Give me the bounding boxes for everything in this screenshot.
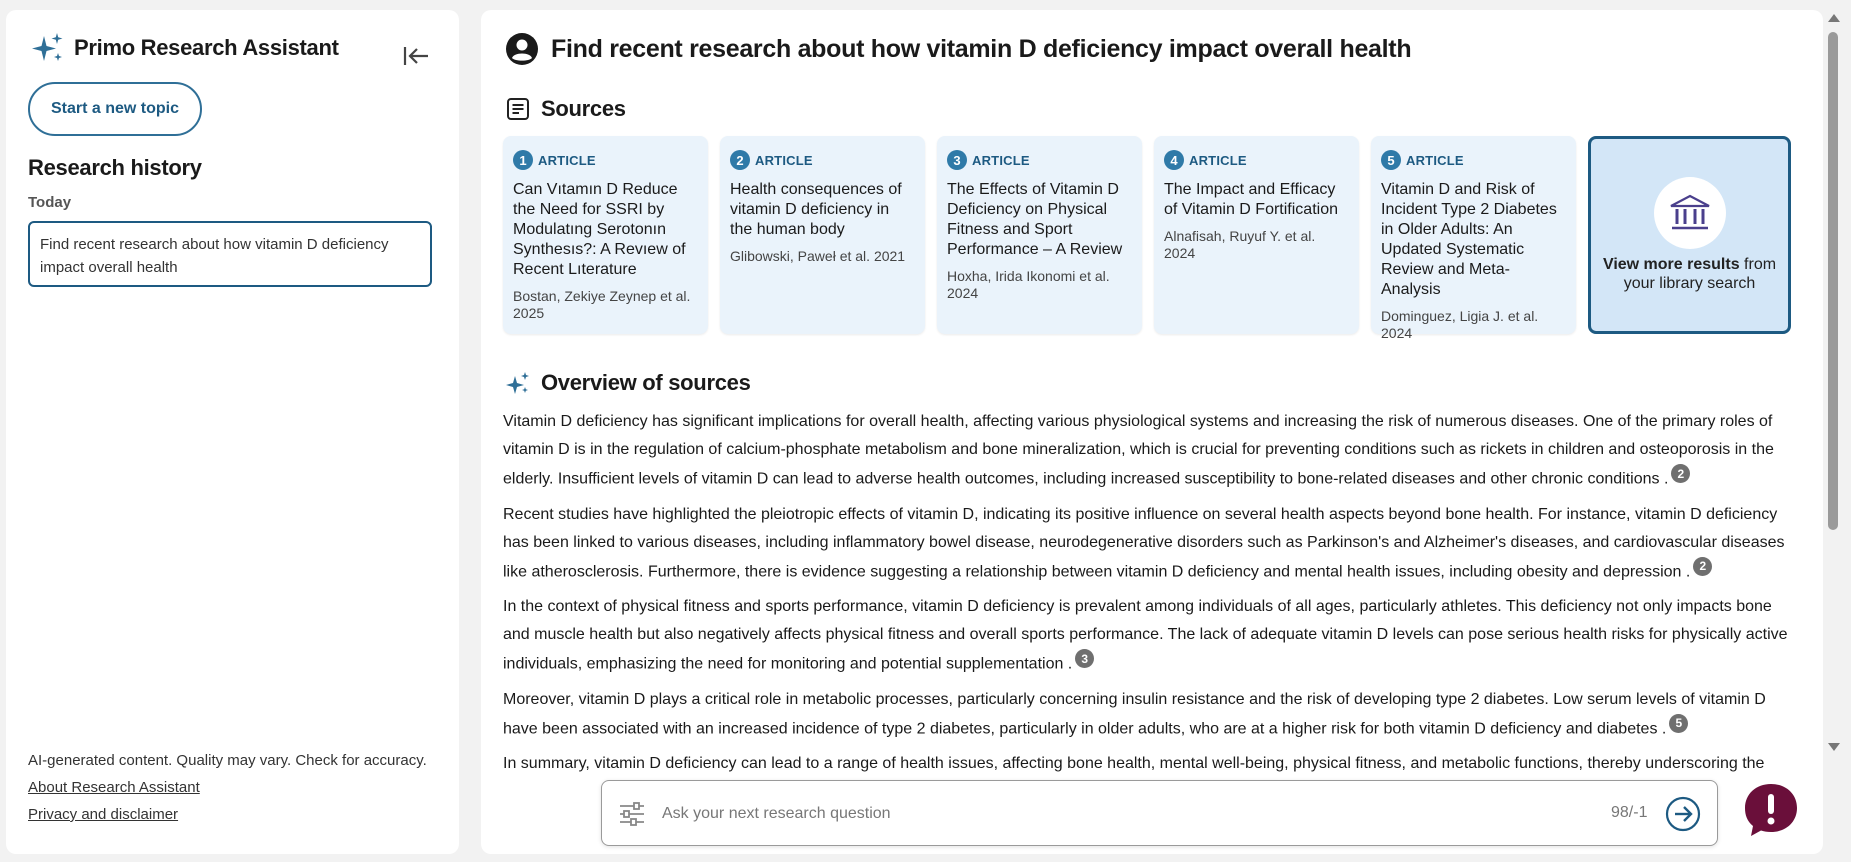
source-title: Health consequences of vitamin D deficiency in the human body	[730, 181, 902, 238]
scroll-thumb[interactable]	[1828, 32, 1838, 530]
user-circle-icon	[505, 32, 539, 66]
brand-title: Primo Research Assistant	[74, 35, 339, 60]
about-research-assistant-link[interactable]: About Research Assistant	[28, 779, 200, 796]
sparkle-icon	[505, 370, 531, 396]
source-title: Vitamin D and Risk of Incident Type 2 Diabetes in Older Adults: An Updated Systematic Review and Meta-Analysis	[1381, 181, 1557, 298]
source-authors: Alnafisah, Ruyuf Y. et al. 2024	[1164, 228, 1316, 261]
character-counter: 98/-1	[1611, 804, 1648, 821]
citation-badge[interactable]: 2	[1671, 464, 1690, 483]
collapse-sidebar-button[interactable]	[396, 36, 436, 76]
paragraph-text: Moreover, vitamin D plays a critical role in metabolic processes, particularly concerning insulin resistance and the risk of developing type 2 diabetes. Low serum levels of vitamin D have been associated with an increased incidence of type 2 diabetes, particularly in older adults, who are at a higher risk for both vitamin D deficiency and diabetes .	[503, 690, 1766, 737]
overview-paragraph	[503, 750, 1793, 778]
source-authors: Hoxha, Irida Ikonomi et al. 2024	[947, 268, 1110, 301]
source-title: The Impact and Efficacy of Vitamin D Fortification	[1164, 181, 1338, 218]
view-more-results-label: View more results	[1602, 256, 1740, 273]
paragraph-text: Vitamin D deficiency has significant implications for overall health, affecting various physiological systems and increasing the risk of numerous diseases. One of the primary roles of vitamin D is in the regulation of calcium-phosphate metabolism and bone mineralization, which is crucial for preventing conditions such as rickets in children and osteoporosis in the elderly. Insufficient levels of vitamin D can lead to adverse health outcomes, including increased susceptibility to bone-related diseases and other chronic conditions .	[503, 413, 1774, 488]
overview-paragraph	[503, 593, 1793, 679]
overview-paragraph	[503, 408, 1793, 494]
citation-badge[interactable]: 2	[1693, 557, 1712, 576]
source-card[interactable]	[503, 136, 708, 334]
history-item[interactable]: Find recent research about how vitamin D deficiency impact overall health	[28, 221, 432, 287]
source-badge	[513, 150, 698, 170]
source-authors: Bostan, Zekiye Zeynep et al. 2025	[513, 288, 691, 321]
sidebar	[6, 10, 459, 854]
source-title: The Effects of Vitamin D Deficiency on Physical Fitness and Sport Performance – A Review	[947, 181, 1123, 258]
history-group-label: Today	[28, 194, 72, 211]
ask-question-bar	[601, 780, 1718, 846]
collapse-sidebar-icon	[402, 44, 430, 68]
source-type: ARTICLE	[1406, 152, 1464, 168]
overview-header	[505, 370, 751, 396]
source-title: Can Vıtamın D Reduce the Need for SSRI by Modulatıng Serotonın Synthesıs?: A Revıew of Recent Lıterature	[513, 181, 686, 278]
citation-badge[interactable]: 3	[1075, 649, 1094, 668]
start-new-topic-button[interactable]: Start a new topic	[28, 82, 202, 136]
privacy-disclaimer-link[interactable]: Privacy and disclaimer	[28, 806, 179, 823]
library-building-icon	[1668, 193, 1712, 233]
source-card[interactable]	[720, 136, 925, 334]
source-badge	[1381, 150, 1566, 170]
send-arrow-icon[interactable]	[1665, 796, 1701, 832]
overview-text	[503, 408, 1793, 785]
question-title: Find recent research about how vitamin D deficiency impact overall health	[551, 34, 1412, 63]
research-question-input[interactable]	[662, 799, 1562, 829]
document-icon	[505, 96, 531, 122]
overview-paragraph	[503, 501, 1793, 587]
source-card[interactable]	[1371, 136, 1576, 341]
source-badge	[1164, 150, 1349, 170]
source-badge	[730, 150, 915, 170]
ai-disclaimer: AI-generated content. Quality may vary. Check for accuracy.	[28, 752, 427, 769]
source-authors: Dominguez, Ligia J. et al. 2024	[1381, 308, 1539, 341]
sparkle-icon	[30, 30, 66, 66]
main-scrollbar[interactable]	[1825, 10, 1841, 854]
research-history-title: Research history	[28, 155, 202, 180]
library-icon-circle	[1654, 177, 1726, 249]
question-header	[505, 32, 1411, 66]
scroll-down-arrow-icon[interactable]	[1828, 743, 1840, 751]
source-number: 5	[1381, 150, 1401, 170]
source-badge	[947, 150, 1132, 170]
paragraph-text: In the context of physical fitness and sports performance, vitamin D deficiency is prevalent among individuals of all ages, particularly athletes. This deficiency not only impacts bone and muscle health but also negatively affects physical fitness and overall sports performance. The lack of adequate vitamin D levels can pose serious health risks for physically active individuals, emphasizing the need for monitoring and potential supplementation .	[503, 598, 1788, 673]
feedback-icon[interactable]	[1743, 782, 1799, 838]
sources-title: Sources	[541, 96, 626, 121]
source-authors: Glibowski, Paweł et al. 2021	[730, 248, 906, 264]
source-type: ARTICLE	[538, 152, 596, 168]
source-type: ARTICLE	[972, 152, 1030, 168]
source-number: 1	[513, 150, 533, 170]
main-panel	[481, 10, 1823, 854]
source-type: ARTICLE	[755, 152, 813, 168]
paragraph-text: Recent studies have highlighted the pleiotropic effects of vitamin D, indicating its positive influence on several health aspects beyond bone health. For instance, vitamin D deficiency has been linked to various diseases, including inflammatory bowel disease, neurodegenerative disorders such as Parkinson's and Alzheimer's diseases, and cardiovascular diseases like atherosclerosis. Furthermore, there is evidence suggesting a relationship between vitamin D deficiency and mental health issues, including obesity and depression .	[503, 505, 1785, 580]
source-number: 3	[947, 150, 967, 170]
scroll-up-arrow-icon[interactable]	[1828, 14, 1840, 22]
source-number: 4	[1164, 150, 1184, 170]
brand	[30, 30, 339, 66]
view-more-results-suffix: from your library search	[1623, 256, 1777, 292]
view-more-results-card[interactable]	[1588, 136, 1791, 334]
citation-badge[interactable]: 5	[1669, 714, 1688, 733]
sources-header	[505, 96, 626, 122]
paragraph-text: In summary, vitamin D deficiency can lead to a range of health issues, affecting bone health, mental well-being, physical fitness, and metabolic functions, thereby underscoring the	[503, 755, 1765, 772]
source-cards	[503, 136, 1791, 341]
source-type: ARTICLE	[1189, 152, 1247, 168]
source-card[interactable]	[937, 136, 1142, 334]
source-number: 2	[730, 150, 750, 170]
overview-title: Overview of sources	[541, 370, 751, 395]
filter-sliders-icon[interactable]	[618, 800, 646, 828]
source-card[interactable]	[1154, 136, 1359, 334]
overview-paragraph	[503, 686, 1793, 744]
view-more-results-text	[1591, 255, 1788, 293]
